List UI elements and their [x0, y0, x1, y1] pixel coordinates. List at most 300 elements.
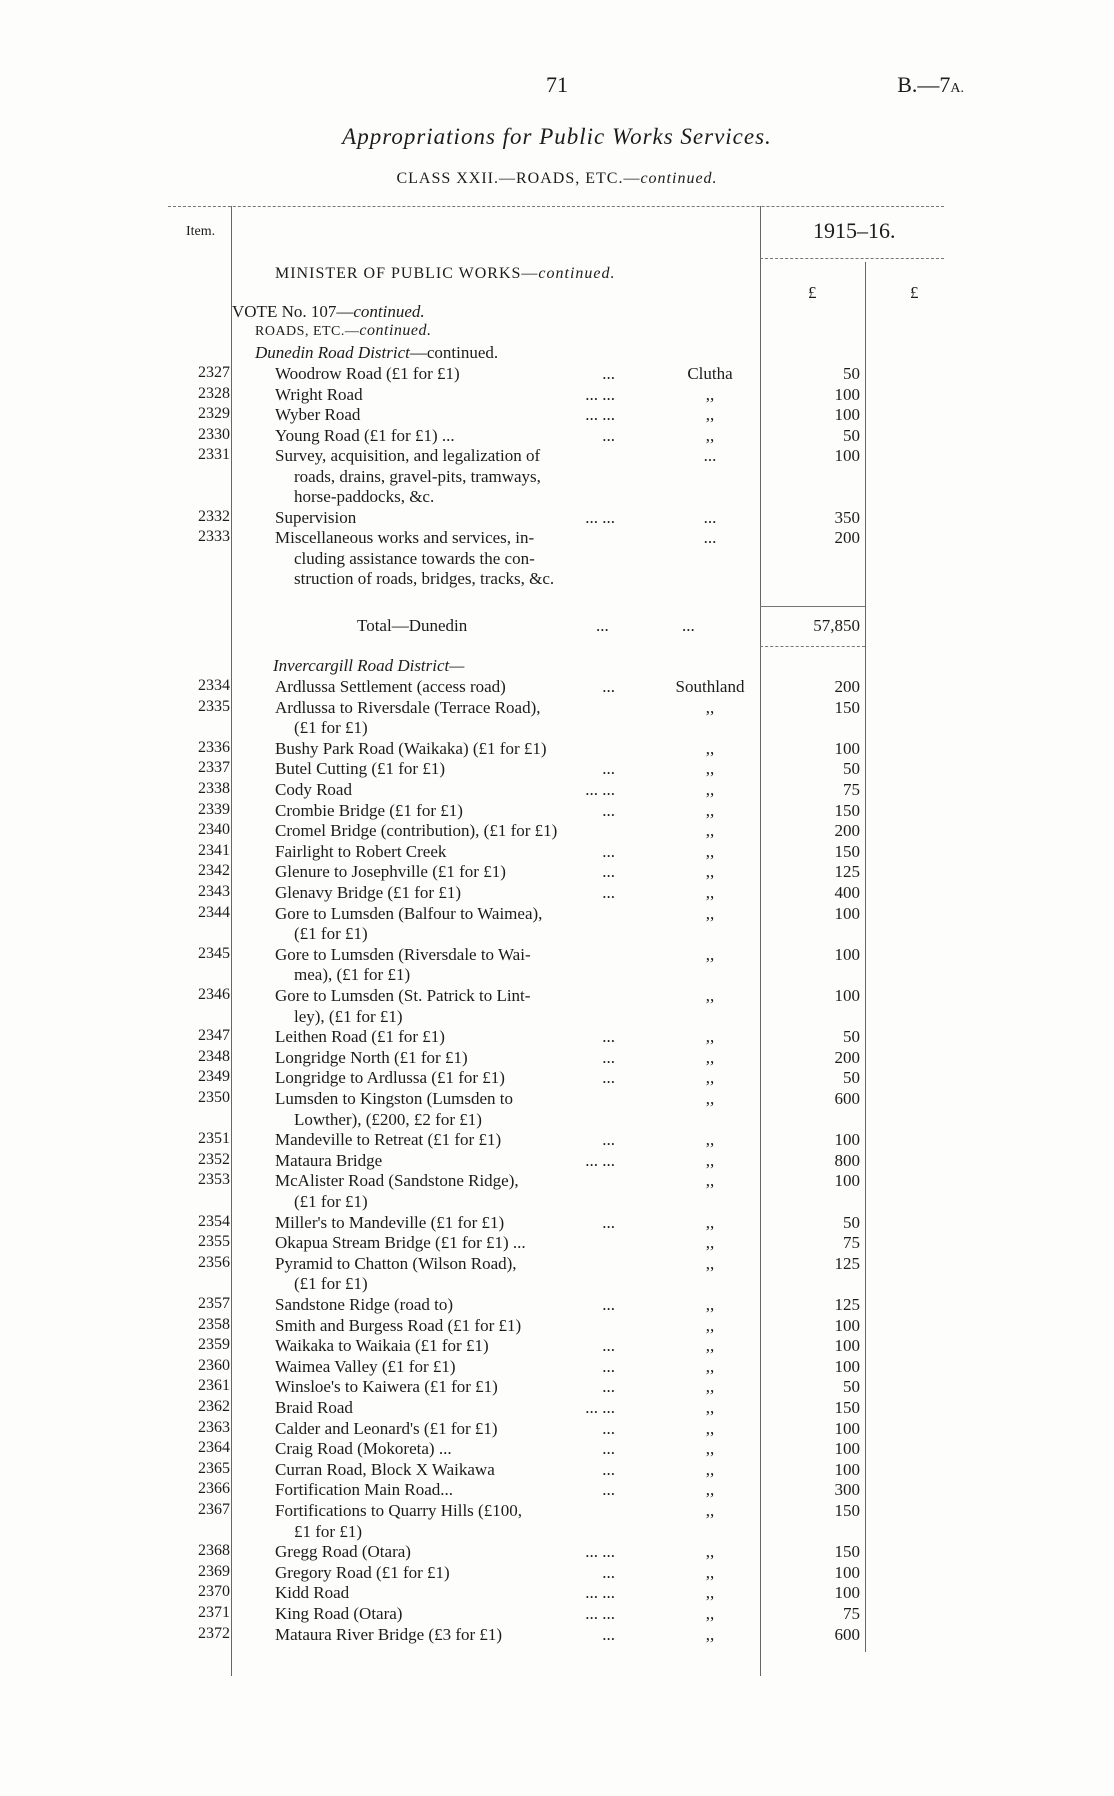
- description-line: Kidd Road: [275, 1583, 350, 1603]
- item-description: [275, 1377, 620, 1398]
- item-number: 2368: [198, 1542, 230, 1560]
- leader-dots: ... ...: [585, 384, 615, 404]
- county-name: ,,: [705, 1459, 715, 1479]
- amount-value: 300: [834, 1480, 860, 1500]
- description-line: (£1 for £1): [294, 1191, 368, 1211]
- amount-value: 100: [834, 446, 860, 465]
- item-description: [275, 1254, 620, 1295]
- item-description: [275, 1316, 620, 1337]
- header-rule: [168, 206, 944, 207]
- item-number: 2360: [198, 1356, 230, 1374]
- county-name: ,,: [705, 1377, 715, 1397]
- item-number: 2361: [198, 1377, 230, 1395]
- amount-value: 150: [834, 1501, 860, 1520]
- description-line: Supervision: [275, 507, 357, 527]
- vote-heading-continued: continued.: [353, 302, 425, 321]
- description-line: cluding assistance towards the con-: [294, 548, 535, 568]
- item-description: [275, 801, 620, 822]
- county-name: ,,: [705, 1047, 715, 1067]
- item-description: [275, 739, 620, 760]
- description-line: Wyber Road: [275, 405, 361, 424]
- description-line: Sandstone Ridge (road to): [275, 1295, 453, 1314]
- item-description: [275, 1625, 620, 1646]
- county-name: ,,: [705, 1130, 715, 1150]
- description-line: Gregory Road (£1 for £1): [275, 1562, 450, 1582]
- item-description: [275, 1068, 620, 1089]
- county-name: ,,: [705, 1233, 715, 1253]
- item-number: 2359: [198, 1336, 230, 1354]
- item-description: [275, 945, 620, 986]
- item-column-divider: [231, 206, 232, 1676]
- description-line: Fortification Main Road...: [275, 1480, 454, 1500]
- amount-value: 100: [834, 405, 860, 424]
- county-name: ,,: [705, 1624, 715, 1644]
- leader-dots: ...: [602, 1418, 615, 1438]
- description-line: Survey, acquisition, and legalization of: [275, 446, 541, 465]
- minister-heading-text: MINISTER OF PUBLIC WORKS—: [275, 265, 539, 282]
- item-number: 2335: [198, 697, 230, 715]
- county-name: ,,: [705, 944, 715, 964]
- amount-value: 150: [834, 1398, 860, 1417]
- item-description: [275, 364, 620, 385]
- leader-dots: ...: [602, 862, 615, 882]
- leader-dots: ...: [602, 1068, 615, 1088]
- description-line: Lumsden to Kingston (Lumsden to: [275, 1089, 513, 1108]
- amount-value: 100: [834, 1459, 860, 1479]
- description-line: Miller's to Mandeville (£1 for £1): [275, 1212, 505, 1232]
- leader-dots: ...: [602, 1439, 615, 1459]
- amount-value: 800: [834, 1150, 860, 1170]
- leader-dots: ...: [602, 677, 615, 696]
- description-line: horse-paddocks, &c.: [294, 487, 435, 506]
- item-number: 2367: [198, 1501, 230, 1518]
- county-name: ,,: [705, 841, 715, 861]
- county-name: ,,: [705, 1439, 715, 1459]
- leader-dots: ... ...: [585, 1604, 615, 1623]
- leader-dots: ...: [602, 1027, 615, 1047]
- amount-value: 200: [834, 528, 860, 547]
- county-name: ,,: [705, 1336, 715, 1356]
- amount-value: 100: [834, 1418, 860, 1438]
- amount-value: 150: [834, 1542, 860, 1562]
- dunedin-district-name: Dunedin Road District: [255, 343, 410, 362]
- item-number: 2342: [198, 862, 230, 880]
- description-line: Glenavy Bridge (£1 for £1): [275, 883, 462, 902]
- description-line: Mataura Bridge: [275, 1150, 383, 1170]
- description-line: Ardlussa Settlement (access road): [275, 677, 506, 696]
- year-underline: [760, 258, 944, 259]
- leader-dots: ... ...: [585, 1583, 615, 1603]
- item-number: 2347: [198, 1027, 230, 1045]
- invercargill-district-heading: Invercargill Road District—: [273, 656, 465, 675]
- amount-value: 100: [834, 738, 860, 758]
- year-column-divider: [865, 262, 866, 1652]
- item-number: 2341: [198, 841, 230, 859]
- county-name: ,,: [705, 738, 715, 758]
- leader-dots: ... ...: [585, 1150, 615, 1170]
- item-description: [275, 780, 620, 801]
- amount-value: 100: [834, 944, 860, 964]
- description-line: struction of roads, bridges, tracks, &c.: [294, 569, 555, 588]
- leader-dots: ... ...: [585, 405, 615, 424]
- amount-value: 75: [843, 1604, 860, 1623]
- description-line: Gore to Lumsden (Balfour to Waimea),: [275, 903, 543, 923]
- amount-value: 150: [834, 800, 860, 820]
- item-number: 2343: [198, 883, 230, 900]
- description-line: Smith and Burgess Road (£1 for £1): [275, 1315, 522, 1335]
- leader-dots: ...: [602, 1480, 615, 1500]
- description-line: Wright Road: [275, 384, 363, 404]
- leader-dots: ...: [602, 364, 615, 383]
- amount-value: 50: [843, 1027, 860, 1047]
- amount-value: 100: [834, 986, 860, 1005]
- item-number: 2328: [198, 384, 230, 402]
- amount-value: 200: [834, 821, 860, 841]
- amount-value: 125: [834, 862, 860, 882]
- item-description: [275, 385, 620, 406]
- amount-value: 50: [843, 1068, 860, 1088]
- item-column-header: Item.: [186, 224, 216, 239]
- item-description: [275, 508, 620, 529]
- item-number: 2370: [198, 1583, 230, 1601]
- leader-dots: ...: [602, 1047, 615, 1067]
- county-name: ,,: [705, 697, 715, 717]
- page-subtitle: [0, 170, 1114, 188]
- amount-value: 100: [834, 1171, 860, 1191]
- county-name: ,,: [705, 1315, 715, 1335]
- description-line: Gore to Lumsden (St. Patrick to Lint-: [275, 986, 531, 1005]
- item-number: 2327: [198, 364, 230, 381]
- description-line: Cody Road: [275, 780, 352, 799]
- description-line: (£1 for £1): [294, 924, 368, 944]
- leader-dots: ...: [602, 1624, 615, 1644]
- item-description: [275, 1357, 620, 1378]
- item-number: 2369: [198, 1562, 230, 1580]
- pound-sign-right: £: [910, 283, 919, 302]
- item-description: [275, 904, 620, 945]
- amount-value: 100: [834, 903, 860, 923]
- county-name: ,,: [705, 1356, 715, 1376]
- county-name: ,,: [705, 903, 715, 923]
- county-name: ,,: [705, 1562, 715, 1582]
- county-name: ,,: [705, 821, 715, 841]
- description-line: Woodrow Road (£1 for £1): [275, 364, 460, 383]
- description-line: Waikaka to Waikaia (£1 for £1): [275, 1336, 489, 1356]
- item-number: 2350: [198, 1089, 230, 1106]
- item-description: [275, 821, 620, 842]
- item-description: [275, 883, 620, 904]
- item-number: 2349: [198, 1068, 230, 1086]
- description-line: roads, drains, gravel-pits, tramways,: [294, 466, 541, 486]
- item-number: 2334: [198, 677, 230, 694]
- county-name: ,,: [705, 800, 715, 820]
- county-name: ,,: [705, 759, 715, 779]
- item-number: 2329: [198, 405, 230, 422]
- item-description: [275, 986, 620, 1027]
- vote-heading: [232, 302, 425, 322]
- county-name: ,,: [705, 883, 715, 902]
- description-line: Gore to Lumsden (Riversdale to Wai-: [275, 944, 531, 964]
- amount-value: 200: [834, 1047, 860, 1067]
- county-name: ,,: [705, 1542, 715, 1562]
- item-number: 2354: [198, 1212, 230, 1230]
- description-line: Mandeville to Retreat (£1 for £1): [275, 1130, 502, 1150]
- item-description: [275, 1089, 620, 1130]
- item-description: [275, 759, 620, 780]
- description-line: Leithen Road (£1 for £1): [275, 1027, 445, 1047]
- description-line: mea), (£1 for £1): [294, 965, 411, 985]
- description-line: Crombie Bridge (£1 for £1): [275, 800, 463, 820]
- item-number: 2356: [198, 1253, 230, 1271]
- amount-value: 150: [834, 697, 860, 717]
- item-number: 2365: [198, 1459, 230, 1477]
- item-description: [275, 1583, 620, 1604]
- amount-value: 75: [843, 1233, 860, 1253]
- amount-value: 100: [834, 1583, 860, 1603]
- description-line: Waimea Valley (£1 for £1): [275, 1356, 456, 1376]
- description-line: Butel Cutting (£1 for £1): [275, 759, 445, 779]
- page-reference-main: B.—7: [897, 72, 951, 97]
- class-heading: CLASS XXII.—ROADS, ETC.—: [396, 170, 641, 187]
- item-description: [275, 842, 620, 863]
- description-line: Winsloe's to Kaiwera (£1 for £1): [275, 1377, 498, 1397]
- item-number: 2363: [198, 1418, 230, 1436]
- county-name: ...: [703, 528, 717, 547]
- county-name: ,,: [705, 1068, 715, 1088]
- description-line: Gregg Road (Otara): [275, 1542, 411, 1562]
- county-name: ...: [703, 507, 717, 527]
- leader-dots: ...: [602, 1562, 615, 1582]
- amount-value: 100: [834, 1130, 860, 1150]
- item-number: 2357: [198, 1295, 230, 1312]
- description-line: Miscellaneous works and services, in-: [275, 528, 535, 547]
- amount-value: 350: [834, 507, 860, 527]
- amount-value: 50: [843, 425, 860, 445]
- dunedin-district-continued: —continued.: [409, 343, 499, 362]
- description-line: Longridge to Ardlussa (£1 for £1): [275, 1068, 505, 1088]
- county-name: ,,: [705, 1089, 715, 1108]
- item-number: 2364: [198, 1439, 230, 1457]
- total-leader-dots-2: ...: [682, 616, 695, 635]
- county-name: ,,: [705, 1295, 715, 1314]
- description-line: ley), (£1 for £1): [294, 1006, 403, 1026]
- roads-heading: [255, 322, 432, 340]
- description-line: Lowther), (£200, £2 for £1): [294, 1109, 482, 1129]
- leader-dots: ...: [602, 1377, 615, 1397]
- county-name: ,,: [705, 1604, 715, 1623]
- item-description: [275, 1398, 620, 1419]
- amount-value: 100: [834, 1315, 860, 1335]
- amount-value: 100: [834, 1336, 860, 1356]
- leader-dots: ... ...: [585, 780, 615, 799]
- total-bottom-rule: [760, 646, 865, 647]
- item-description: [275, 1501, 620, 1542]
- amount-value: 50: [843, 364, 860, 383]
- county-name: ,,: [705, 1212, 715, 1232]
- page-number: 71: [546, 72, 568, 97]
- item-number: 2344: [198, 903, 230, 921]
- total-top-rule: [760, 606, 865, 607]
- county-name: ,,: [705, 425, 715, 445]
- amount-value: 125: [834, 1295, 860, 1314]
- county-name: Southland: [675, 677, 745, 696]
- leader-dots: ... ...: [585, 1398, 615, 1417]
- county-name: ,,: [705, 1398, 715, 1417]
- leader-dots: ...: [602, 1130, 615, 1150]
- amount-value: 400: [834, 883, 860, 902]
- item-description: [275, 1027, 620, 1048]
- description-line: Okapua Stream Bridge (£1 for £1) ...: [275, 1233, 526, 1253]
- item-number: 2348: [198, 1047, 230, 1065]
- item-description: [275, 1563, 620, 1584]
- item-description: [275, 1151, 620, 1172]
- item-description: [275, 1048, 620, 1069]
- leader-dots: ...: [602, 759, 615, 779]
- county-name: ...: [703, 446, 717, 465]
- item-number: 2372: [198, 1624, 230, 1642]
- description-line: Craig Road (Mokoreta) ...: [275, 1439, 452, 1459]
- item-description: [275, 698, 620, 739]
- amount-value: 75: [843, 780, 860, 799]
- amount-value: 100: [834, 1562, 860, 1582]
- leader-dots: ...: [602, 841, 615, 861]
- year-column-header: 1915–16.: [813, 218, 896, 243]
- description-line: McAlister Road (Sandstone Ridge),: [275, 1171, 519, 1191]
- item-number: 2339: [198, 800, 230, 818]
- description-line: (£1 for £1): [294, 1274, 368, 1294]
- item-description: [275, 862, 620, 883]
- item-number: 2340: [198, 821, 230, 839]
- item-description: [275, 446, 620, 508]
- dunedin-district-heading: [255, 343, 498, 363]
- description-line: King Road (Otara): [275, 1604, 403, 1623]
- page-reference: [897, 72, 964, 98]
- roads-heading-text: ROADS, ETC.—: [255, 324, 360, 339]
- county-name: ,,: [705, 1253, 715, 1273]
- amount-value: 100: [834, 1356, 860, 1376]
- description-line: Ardlussa to Riversdale (Terrace Road),: [275, 697, 541, 717]
- item-description: [275, 1295, 620, 1316]
- item-number: 2332: [198, 507, 230, 525]
- description-line: Mataura River Bridge (£3 for £1): [275, 1624, 503, 1644]
- item-description: [275, 1460, 620, 1481]
- pound-sign-left: £: [808, 283, 817, 302]
- amount-value: 50: [843, 759, 860, 779]
- amount-value: 100: [834, 384, 860, 404]
- description-line: Calder and Leonard's (£1 for £1): [275, 1418, 498, 1438]
- description-line: Young Road (£1 for £1) ...: [275, 425, 455, 445]
- item-number: 2345: [198, 944, 230, 962]
- amount-value: 50: [843, 1212, 860, 1232]
- item-description: [275, 1171, 620, 1212]
- leader-dots: ...: [602, 1336, 615, 1356]
- county-name: ,,: [705, 1150, 715, 1170]
- item-description: [275, 677, 620, 698]
- total-leader-dots: ...: [596, 616, 609, 635]
- item-number: 2351: [198, 1130, 230, 1148]
- description-line: Longridge North (£1 for £1): [275, 1047, 468, 1067]
- county-name: Clutha: [687, 364, 733, 383]
- item-number: 2371: [198, 1604, 230, 1621]
- county-name: ,,: [705, 1171, 715, 1191]
- item-number: 2336: [198, 738, 230, 756]
- leader-dots: ...: [602, 883, 615, 902]
- item-description: [275, 405, 620, 426]
- item-description: [275, 528, 620, 590]
- vote-heading-text: VOTE No. 107—: [232, 302, 354, 321]
- county-name: ,,: [705, 384, 715, 404]
- description-line: Curran Road, Block X Waikawa: [275, 1459, 495, 1479]
- leader-dots: ... ...: [585, 1542, 615, 1562]
- amount-value: 200: [834, 677, 860, 696]
- item-description: [275, 1336, 620, 1357]
- item-number: 2333: [198, 528, 230, 545]
- description-line: Braid Road: [275, 1398, 353, 1417]
- leader-dots: ...: [602, 800, 615, 820]
- description-line: Fairlight to Robert Creek: [275, 841, 447, 861]
- leader-dots: ... ...: [585, 507, 615, 527]
- item-description: [275, 1130, 620, 1151]
- roads-heading-continued: continued.: [359, 322, 432, 339]
- leader-dots: ...: [602, 1459, 615, 1479]
- county-name: ,,: [705, 1027, 715, 1047]
- minister-heading: [275, 265, 616, 283]
- item-description: [275, 1542, 620, 1563]
- amount-value: 150: [834, 841, 860, 861]
- county-name: ,,: [705, 405, 715, 424]
- item-number: 2338: [198, 780, 230, 797]
- item-number: 2352: [198, 1150, 230, 1168]
- leader-dots: ...: [602, 1295, 615, 1314]
- amount-value: 125: [834, 1253, 860, 1273]
- county-name: ,,: [705, 986, 715, 1005]
- class-heading-continued: continued.: [640, 170, 718, 187]
- leader-dots: ...: [602, 1356, 615, 1376]
- item-number: 2355: [198, 1233, 230, 1251]
- county-name: ,,: [705, 862, 715, 882]
- county-name: ,,: [705, 1418, 715, 1438]
- item-number: 2353: [198, 1171, 230, 1189]
- item-number: 2337: [198, 759, 230, 777]
- description-line: £1 for £1): [294, 1521, 362, 1541]
- description-line: Glenure to Josephville (£1 for £1): [275, 862, 506, 882]
- leader-dots: ...: [602, 1212, 615, 1232]
- total-amount: 57,850: [813, 616, 860, 635]
- item-description: [275, 1213, 620, 1234]
- county-name: ,,: [705, 780, 715, 799]
- item-number: 2362: [198, 1398, 230, 1415]
- description-line: Bushy Park Road (Waikaka) (£1 for £1): [275, 738, 547, 758]
- amount-value: 100: [834, 1439, 860, 1459]
- item-description: [275, 1439, 620, 1460]
- leader-dots: ...: [602, 425, 615, 445]
- item-description: [275, 426, 620, 447]
- description-line: Pyramid to Chatton (Wilson Road),: [275, 1253, 517, 1273]
- item-number: 2330: [198, 425, 230, 443]
- county-name: ,,: [705, 1480, 715, 1500]
- amount-value: 600: [834, 1624, 860, 1644]
- county-name: ,,: [705, 1501, 715, 1520]
- county-name: ,,: [705, 1583, 715, 1603]
- description-line: (£1 for £1): [294, 718, 368, 738]
- item-number: 2331: [198, 446, 230, 463]
- item-number: 2358: [198, 1315, 230, 1333]
- item-number: 2346: [198, 986, 230, 1003]
- page-title: Appropriations for Public Works Services.: [342, 124, 772, 149]
- total-label: Total—Dunedin: [357, 616, 468, 635]
- item-description: [275, 1604, 620, 1625]
- item-description: [275, 1419, 620, 1440]
